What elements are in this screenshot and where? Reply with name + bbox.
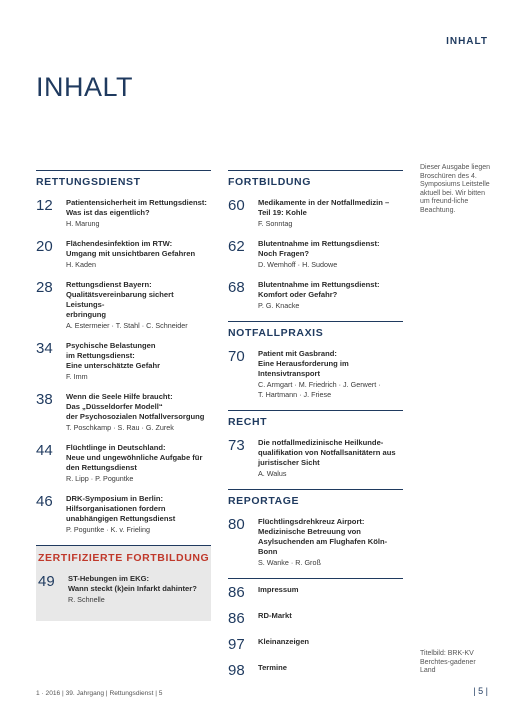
page-number: 38: [36, 391, 53, 408]
entry-body: [258, 611, 403, 627]
toc-entry[interactable]: [36, 392, 211, 433]
entry-body: [258, 280, 403, 311]
entry-authors: S. Wanke · R. Groß: [258, 558, 321, 567]
entry-body: [258, 637, 403, 653]
toc-entry[interactable]: [228, 349, 403, 400]
page-number: 46: [36, 493, 53, 510]
section-notfallpraxis: [228, 321, 403, 400]
toc-entry[interactable]: [228, 198, 403, 229]
section-reportage: [228, 489, 403, 568]
toc-entry[interactable]: [228, 611, 403, 627]
entry-authors: P. Poguntke · K. v. Frieling: [66, 525, 151, 534]
entry-title: Flächendesinfektion im RTW: Umgang mit unsichtbaren Gefahren: [66, 239, 196, 258]
entry-title: Patient mit Gasbrand: Eine Herausforderung im Intensivtransport: [258, 349, 349, 378]
toc-entry[interactable]: [228, 637, 403, 653]
page-number: 49: [38, 573, 55, 590]
entry-title: Blutentnahme im Rettungsdienst: Komfort oder Gefahr?: [258, 280, 380, 299]
page-number: 20: [36, 238, 53, 255]
page-number: 44: [36, 442, 53, 459]
section-rettungsdienst: [36, 170, 211, 535]
entry-authors: H. Kaden: [66, 260, 96, 269]
toc-entry[interactable]: [36, 280, 211, 331]
toc-entry[interactable]: [228, 585, 403, 601]
page-number: 62: [228, 238, 245, 255]
entry-authors: R. Schnelle: [68, 595, 105, 604]
section-heading: NOTFALLPRAXIS: [228, 327, 324, 339]
entry-title: ST-Hebungen im EKG: Wann steckt (k)ein Infarkt dahinter?: [68, 574, 197, 593]
entry-title: Termine: [258, 663, 287, 672]
section-heading: REPORTAGE: [228, 495, 300, 507]
entry-body: [66, 443, 211, 484]
entry-authors: D. Wemhoff · H. Sudowe: [258, 260, 338, 269]
page-number: 86: [228, 584, 245, 601]
toc-entry[interactable]: [228, 517, 403, 568]
section-heading: FORTBILDUNG: [228, 176, 312, 188]
entry-body: [66, 392, 211, 433]
toc-entry[interactable]: [228, 663, 403, 679]
entry-authors: P. G. Knacke: [258, 301, 300, 310]
section-recht: [228, 410, 403, 479]
page-number: 60: [228, 197, 245, 214]
toc-entry[interactable]: [228, 438, 403, 479]
page-number: 34: [36, 340, 53, 357]
page-number: 68: [228, 279, 245, 296]
entry-title: Kleinanzeigen: [258, 637, 310, 646]
entry-title: Flüchtlinge in Deutschland: Neue und ungewöhnliche Aufgabe für den Rettungsdienst: [66, 443, 203, 472]
entry-body: [258, 349, 403, 400]
entry-body: [258, 517, 403, 568]
entry-body: [66, 341, 211, 382]
running-head: INHALT: [446, 36, 488, 47]
middle-column: [228, 170, 403, 689]
entry-authors: A. Estermeier · T. Stahl · C. Schneider: [66, 321, 188, 330]
page-number: 98: [228, 662, 245, 679]
section-heading: RETTUNGSDIENST: [36, 176, 141, 188]
entry-body: [66, 280, 211, 331]
page-number: 28: [36, 279, 53, 296]
section-zertifizierte-fortbildung: [36, 545, 211, 621]
toc-entry[interactable]: [228, 280, 403, 311]
entry-body: [66, 494, 211, 535]
section-fortbildung: [228, 170, 403, 311]
toc-entry[interactable]: [38, 574, 211, 605]
entry-authors: C. Armgart · M. Friedrich · J. Gerwert · T. Hartmann · J. Friese: [258, 380, 381, 399]
cover-credit: Titelbild: BRK-KV Berchtes-gadener Land: [420, 650, 476, 675]
entry-authors: F. Imm: [66, 372, 88, 381]
page-number: | 5 |: [473, 686, 488, 696]
entry-title: Impressum: [258, 585, 299, 594]
entry-title: Blutentnahme im Rettungsdienst: Noch Fragen?: [258, 239, 380, 258]
page-number: 80: [228, 516, 245, 533]
entry-body: [68, 574, 211, 605]
page-number: 86: [228, 610, 245, 627]
toc-entry[interactable]: [228, 239, 403, 270]
entry-title: Medikamente in der Notfallmedizin – Teil 19: Kohle: [258, 198, 390, 217]
toc-entry[interactable]: [36, 443, 211, 484]
insert-note: Dieser Ausgabe liegen Broschüren des 4. Symposiums Leitstelle aktuell bei. Wir bitten um freund-liche Beachtung.: [420, 164, 491, 214]
entry-body: [258, 663, 403, 679]
entry-body: [258, 438, 403, 479]
entry-title: Die notfallmedizinische Heilkunde- qualifikation von Notfallsanitätern aus juristischer Sicht: [258, 438, 396, 467]
entry-body: [258, 239, 403, 270]
toc-entry[interactable]: [36, 239, 211, 270]
entry-title: Psychische Belastungen im Rettungsdienst: Eine unterschätzte Gefahr: [66, 341, 161, 370]
toc-entry[interactable]: [36, 494, 211, 535]
entry-body: [258, 198, 403, 229]
page-number: 97: [228, 636, 245, 653]
entry-title: DRK-Symposium in Berlin: Hilfsorganisationen fordern unabhängigen Rettungsdienst: [66, 494, 176, 523]
entry-title: Wenn die Seele Hilfe braucht: Das „Düsseldorfer Modell“ der Psychosozialen Notfallversorgung: [66, 392, 205, 421]
section-heading: RECHT: [228, 416, 268, 428]
toc-entry[interactable]: [36, 341, 211, 382]
page-number: 12: [36, 197, 53, 214]
entry-title: Flüchtlingsdrehkreuz Airport: Medizinische Betreuung von Asylsuchenden am Flughafen Köln- Bonn: [258, 517, 388, 556]
toc-entry[interactable]: [36, 198, 211, 229]
entry-authors: F. Sonntag: [258, 219, 293, 228]
entry-authors: H. Marung: [66, 219, 100, 228]
entry-title: Rettungsdienst Bayern: Qualitätsvereinbarung sichert Leistungs- erbringung: [66, 280, 174, 319]
entry-authors: R. Lipp · P. Poguntke: [66, 474, 134, 483]
section-heading: ZERTIFIZIERTE FORTBILDUNG: [38, 552, 210, 564]
entry-title: RD-Markt: [258, 611, 292, 620]
entry-body: [258, 585, 403, 601]
page-number: 73: [228, 437, 245, 454]
left-column: [36, 170, 211, 631]
entry-authors: T. Poschkamp · S. Rau · G. Zurek: [66, 423, 174, 432]
footer-issue-info: 1 · 2016 | 39. Jahrgang | Rettungsdienst | 5: [36, 690, 163, 697]
page-number: 70: [228, 348, 245, 365]
entry-authors: A. Walus: [258, 469, 287, 478]
entry-body: [66, 198, 211, 229]
page-title: INHALT: [36, 72, 134, 102]
entry-title: Patientensicherheit im Rettungsdienst: Was ist das eigentlich?: [66, 198, 207, 217]
divider: [228, 578, 403, 579]
entry-body: [66, 239, 211, 270]
